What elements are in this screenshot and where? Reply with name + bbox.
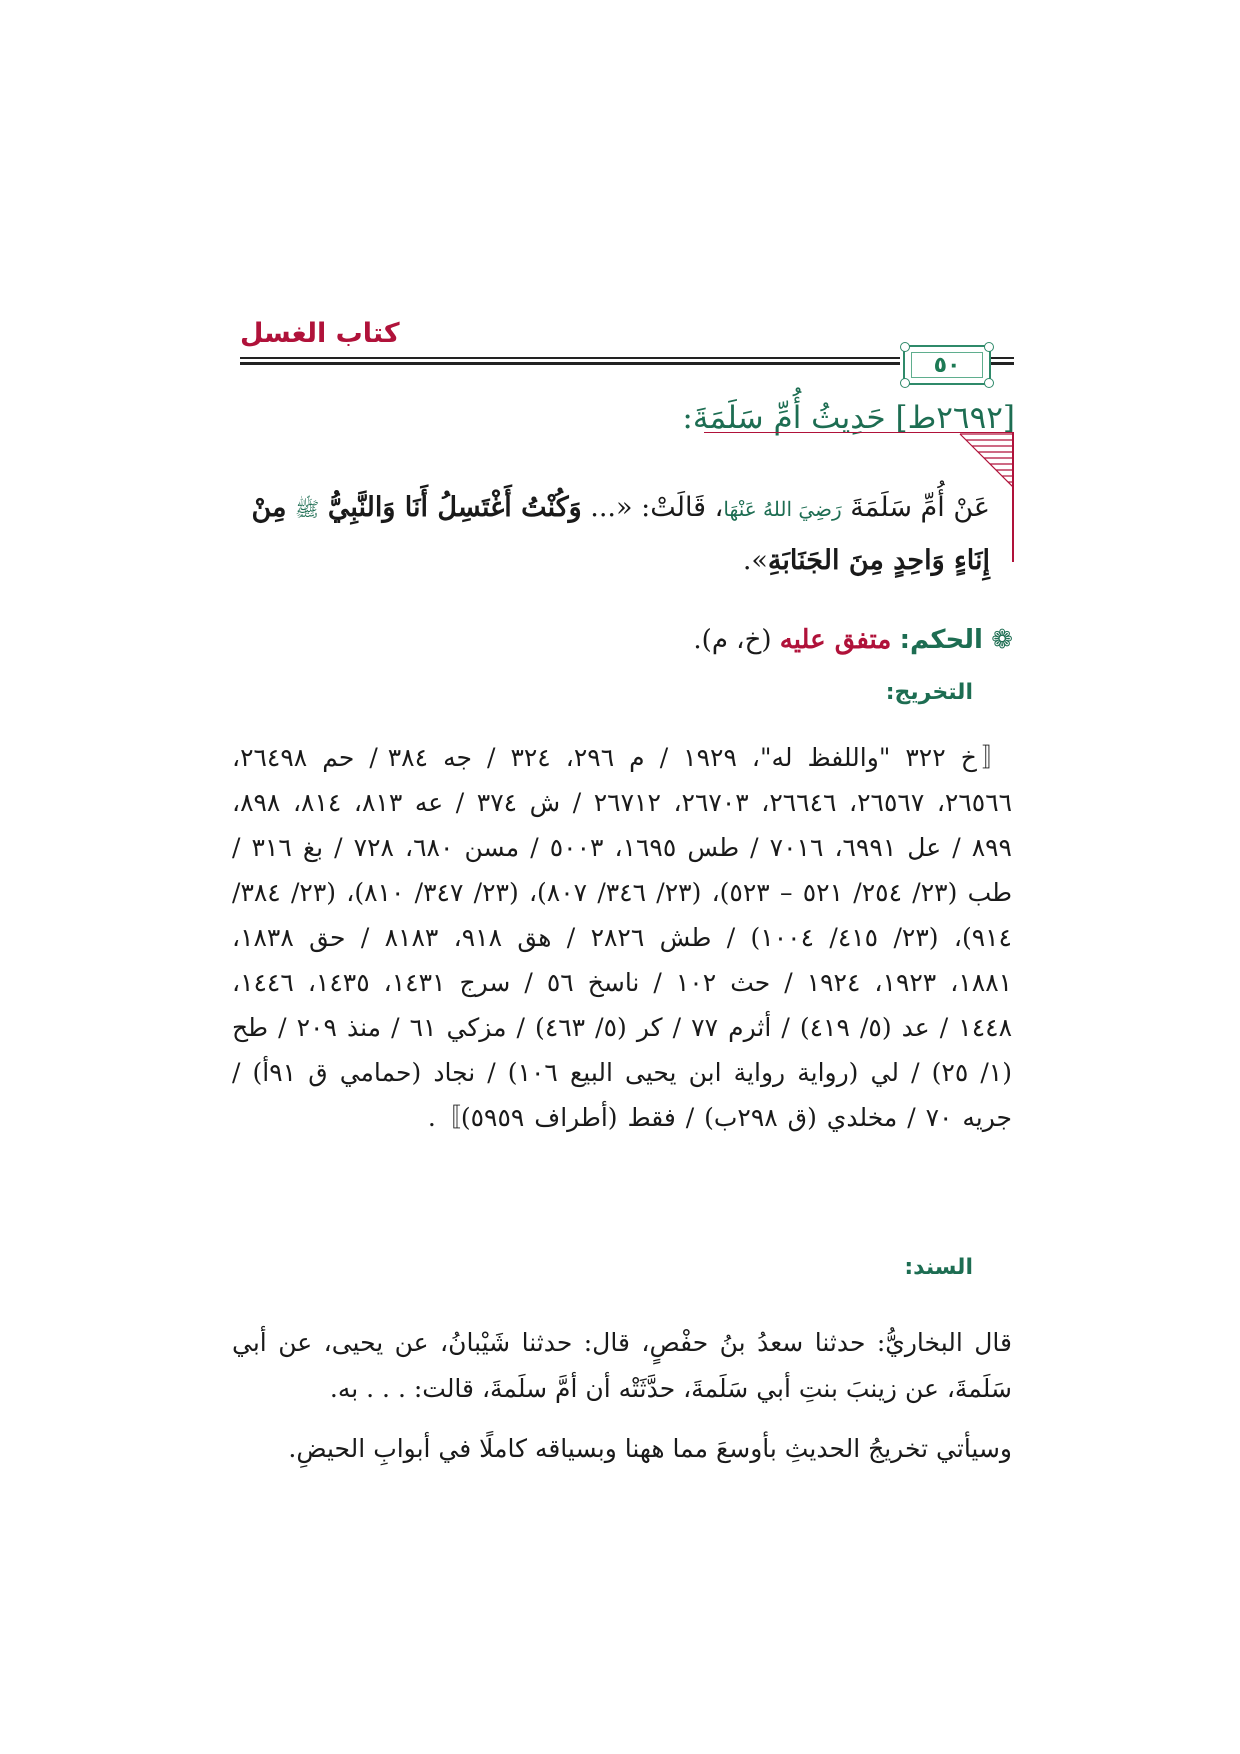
page-number-frame <box>903 345 991 385</box>
ruling-value: متفق عليه <box>779 625 892 655</box>
header-rule-double <box>240 362 900 365</box>
hadith-narrator: عَنْ أُمِّ سَلَمَةَ <box>850 492 990 523</box>
takhrij-label: التخريج: <box>885 680 973 705</box>
takhrij-text: 〚خ ٣٢٢ "واللفظ له"، ١٩٢٩ / م ٢٩٦، ٣٢٤ / جه ٣٨٤ / حم ٢٦٤٩٨، ٢٦٥٦٦، ٢٦٥٦٧، ٢٦٦٤٦، ٢٦٧٠٣، ٢٦٧١٢ / ش ٣٧٤ / عه ٨١٣، ٨١٤، ٨٩٨، ٨٩٩ / عل ٦٩٩١، ٧٠١٦ / طس ١٦٩٥، ٥٠٠٣ / مسن ٦٨٠، ٧٢٨ / بغ ٣١٦ / طب (٢٣/ ٢٥٤/ ٥٢١ – ٥٢٣)، (٢٣/ ٣٤٦/ ٨٠٧)، (٢٣/ ٣٤٧/ ٨١٠)، (٢٣/ ٣٨٤/ ٩١٤)، (٢٣/ ٤١٥/ ١٠٠٤) / طش ٢٨٢٦ / هق ٩١٨، ٨١٨٣ / حق ١٨٣٨، ١٨٨١، ١٩٢٣، ١٩٢٤ / حث ١٠٢ / ناسخ ٥٦ / سرج ١٤٣١، ١٤٣٥، ١٤٤٦، ١٤٤٨ / عد (٥/ ٤١٩) / أثرم ٧٧ / كر (٥/ ٤٦٣) / مزكي ٦١ / منذ ٢٠٩ / طح (١/ ٢٥) / لي (رواية رواية ابن يحيى البيع ١٠٦) / نجاد (حمامي ق ٩١أ) / جريه ٧٠ / مخلدي (ق ٢٩٨ب) / فقط (أطراف ٥٩٥٩)〛. <box>232 743 1013 1132</box>
frame-ornament-icon <box>900 342 910 352</box>
frame-ornament-icon <box>900 378 910 388</box>
header-rule-right-double <box>990 362 1014 365</box>
isnad-text: قال البخاريُّ: حدثنا سعدُ بنُ حفْصٍ، قال: حدثنا شَيْبانُ، عن يحيى، عن أبي سَلَمةَ، عن زينبَ بنتِ أبي سَلَمةَ، حدَّثَتْه أن أمَّ سلَمةَ، قالت: . . . به. <box>232 1328 1012 1403</box>
hadith-text <box>230 482 990 587</box>
honorific: رَضِيَ اللهُ عَنْهَا <box>723 497 842 521</box>
hadith-closing-quote: ». <box>742 545 768 576</box>
book-title: كتاب الغسل <box>240 318 400 349</box>
ruling-line <box>233 625 1013 655</box>
header-rule-right <box>990 357 1014 359</box>
hadith-matn-part2: مِنْ إِنَاءٍ وَاحِدٍ مِنَ الجَنَابَةِ <box>251 492 990 576</box>
hadith-heading: [٢٦٩٢ط] حَدِيثُ أُمِّ سَلَمَةَ: <box>682 400 1015 436</box>
flower-ornament-icon: ❁ <box>991 625 1013 655</box>
salawat-icon: ﷺ <box>295 497 320 521</box>
page-number: ٥٠ <box>933 352 961 378</box>
closing-note: وسيأتي تخريجُ الحديثِ بأوسعَ مما ههنا وبسياقه كاملًا في أبوابِ الحيضِ. <box>288 1434 1012 1463</box>
ruling-label: الحكم: <box>899 625 983 655</box>
hadith-matn-part1: وَكُنْتُ أَغْتَسِلُ أَنَا وَالنَّبِيُّ <box>327 492 582 523</box>
ruling-sources: (خ، م). <box>693 625 772 655</box>
frame-ornament-icon <box>984 378 994 388</box>
corner-ornament-icon <box>958 432 1014 488</box>
page-number-inner-frame <box>911 352 983 378</box>
isnad-label: السند: <box>904 1255 973 1280</box>
hadith-said: ، قَالَتْ: «... <box>581 492 724 523</box>
hadith-box <box>240 432 1014 592</box>
header-rule-thick <box>240 357 900 359</box>
frame-ornament-icon <box>984 342 994 352</box>
